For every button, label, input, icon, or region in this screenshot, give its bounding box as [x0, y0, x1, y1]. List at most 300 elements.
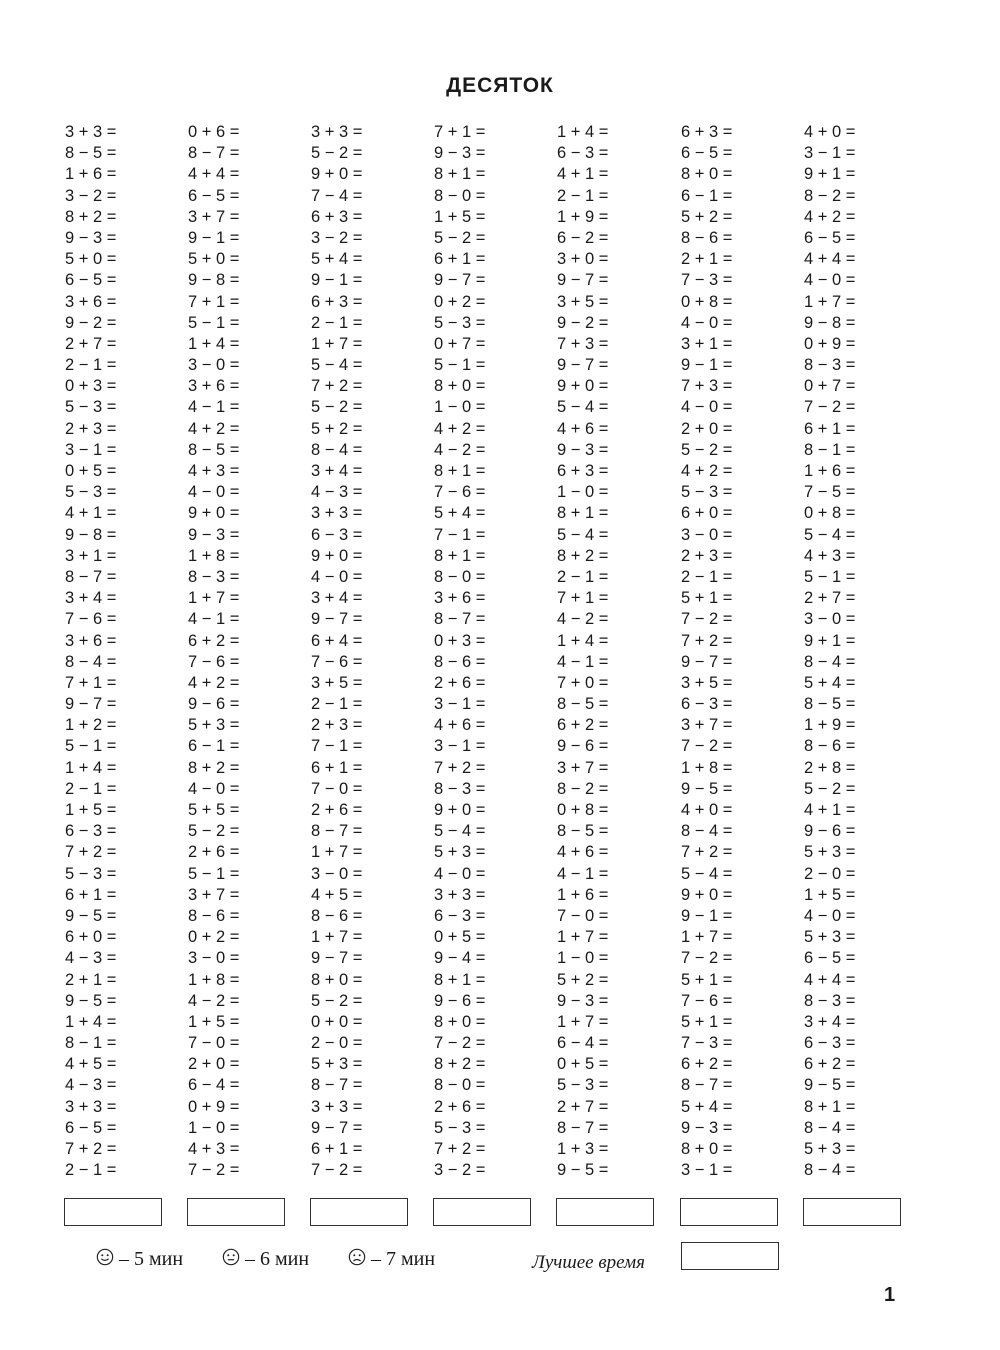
exercise: 8 − 7 = — [311, 822, 363, 841]
exercise: 3 + 4 = — [311, 589, 363, 608]
exercise: 1 + 4 = — [188, 334, 240, 353]
exercise: 5 + 4 = — [434, 504, 486, 523]
exercise: 6 − 5 = — [804, 228, 856, 247]
exercise: 0 + 2 = — [188, 928, 240, 947]
exercise: 5 + 0 = — [188, 250, 240, 269]
exercise: 4 + 3 = — [804, 546, 856, 565]
time-box[interactable] — [556, 1198, 654, 1226]
exercise: 5 − 4 = — [681, 864, 733, 883]
exercise: 9 − 6 = — [188, 695, 240, 714]
best-time-box[interactable] — [681, 1242, 779, 1270]
exercise: 1 + 5 = — [188, 1012, 240, 1031]
exercise: 3 + 4 = — [311, 462, 363, 480]
exercise: 7 + 2 = — [65, 843, 117, 862]
exercise: 5 + 4 = — [681, 1097, 733, 1116]
exercise: 9 − 7 = — [434, 271, 486, 290]
exercise: 7 − 2 = — [434, 1034, 486, 1053]
exercise: 3 − 1 = — [681, 1161, 733, 1180]
exercise: 7 − 6 = — [311, 652, 363, 671]
exercise: 7 − 2 = — [681, 737, 733, 756]
exercise: 8 − 7 = — [311, 1076, 363, 1095]
exercise: 3 + 3 = — [311, 123, 363, 141]
exercise: 8 + 0 = — [434, 377, 486, 396]
exercise: 9 − 5 = — [681, 779, 733, 798]
exercise: 9 − 8 = — [65, 525, 117, 544]
exercise: 4 − 1 = — [557, 652, 609, 671]
exercise: 4 + 0 = — [681, 801, 733, 819]
exercise: 6 + 2 = — [557, 716, 609, 735]
exercise: 8 − 3 = — [804, 356, 856, 375]
exercise: 5 − 3 = — [681, 483, 733, 502]
exercise: 7 + 3 = — [557, 334, 609, 353]
legend-item-5-min — [96, 1248, 183, 1271]
exercise: 0 + 9 = — [188, 1097, 240, 1116]
exercise: 5 + 2 = — [681, 207, 733, 226]
exercise: 0 + 7 = — [434, 334, 486, 353]
exercise: 9 − 2 = — [65, 313, 117, 332]
exercise: 5 − 4 = — [311, 356, 363, 375]
exercise: 6 + 3 = — [681, 123, 733, 141]
time-box[interactable] — [310, 1198, 408, 1226]
exercise: 8 − 7 = — [65, 567, 117, 586]
exercise: 8 + 1 = — [557, 504, 609, 523]
best-time-label: Лучшее время — [532, 1252, 645, 1273]
exercise: 1 + 7 = — [311, 843, 363, 862]
exercise: 8 + 2 = — [65, 207, 117, 226]
exercise: 8 − 2 = — [804, 186, 856, 205]
exercise: 5 − 1 = — [804, 567, 856, 586]
exercise: 5 − 2 = — [311, 991, 363, 1010]
exercise: 8 − 7 = — [434, 610, 486, 629]
exercise: 5 + 5 = — [188, 801, 240, 819]
exercise: 6 + 4 = — [311, 631, 363, 650]
exercise: 5 − 2 = — [311, 144, 363, 163]
exercise: 4 − 1 = — [188, 398, 240, 417]
exercise: 9 + 0 = — [311, 165, 363, 184]
exercise: 2 − 1 = — [65, 356, 117, 375]
exercise: 0 + 8 = — [681, 292, 733, 311]
exercise-column — [65, 122, 185, 1181]
exercise: 2 + 6 = — [188, 843, 240, 862]
exercise: 8 − 3 = — [434, 779, 486, 798]
exercise: 2 − 1 = — [557, 186, 609, 205]
exercise: 6 − 3 = — [434, 906, 486, 925]
exercise: 9 − 8 = — [804, 313, 856, 332]
exercise: 7 − 2 = — [804, 398, 856, 417]
exercise: 9 + 0 = — [188, 504, 240, 523]
exercise: 3 + 1 = — [681, 334, 733, 353]
exercise: 3 + 5 = — [681, 673, 733, 692]
exercise: 8 − 5 = — [557, 822, 609, 841]
exercise: 1 + 5 = — [65, 801, 117, 819]
exercise: 3 + 6 = — [65, 292, 117, 311]
exercise: 8 + 0 = — [681, 1140, 733, 1158]
time-box[interactable] — [64, 1198, 162, 1226]
exercise-column — [434, 122, 554, 1181]
exercise: 3 + 7 = — [188, 207, 240, 226]
exercise: 2 + 3 = — [65, 419, 117, 438]
exercise: 4 + 2 = — [804, 207, 856, 226]
exercise: 7 − 2 = — [681, 949, 733, 968]
exercise: 5 − 2 = — [804, 779, 856, 798]
exercise: 1 + 4 = — [557, 123, 609, 141]
page-number: 1 — [884, 1284, 896, 1306]
exercise: 3 + 5 = — [557, 292, 609, 311]
exercise: 7 + 2 = — [434, 758, 486, 777]
exercise: 5 − 4 = — [557, 525, 609, 544]
exercise: 6 + 2 = — [681, 1055, 733, 1074]
exercise: 8 − 3 = — [188, 567, 240, 586]
neutral-icon — [222, 1248, 240, 1266]
exercise: 6 − 3 = — [681, 695, 733, 714]
exercise: 4 − 0 = — [434, 864, 486, 883]
exercise: 9 + 0 = — [557, 377, 609, 396]
exercise: 0 + 5 = — [557, 1055, 609, 1074]
exercise: 6 − 3 = — [804, 1034, 856, 1053]
exercise: 9 − 6 = — [804, 822, 856, 841]
exercise: 6 − 5 = — [188, 186, 240, 205]
exercise: 3 + 5 = — [311, 673, 363, 692]
exercise: 3 + 3 = — [311, 1097, 363, 1116]
exercise: 3 − 2 = — [434, 1161, 486, 1180]
exercise: 0 + 0 = — [311, 1012, 363, 1031]
exercise: 3 + 7 = — [681, 716, 733, 735]
exercise: 8 + 1 = — [434, 165, 486, 184]
exercise: 6 + 1 = — [804, 419, 856, 438]
time-legend — [96, 1248, 496, 1278]
exercise: 9 − 3 = — [65, 228, 117, 247]
exercise: 7 + 2 = — [434, 1140, 486, 1158]
exercise: 2 − 1 = — [681, 567, 733, 586]
exercise: 1 + 9 = — [804, 716, 856, 735]
exercise: 2 + 8 = — [804, 758, 856, 777]
exercise: 5 + 2 = — [557, 970, 609, 989]
exercise: 6 + 2 = — [188, 631, 240, 650]
exercise: 3 − 1 = — [65, 440, 117, 459]
exercise: 7 + 0 = — [557, 673, 609, 692]
exercise: 2 + 6 = — [434, 673, 486, 692]
exercise: 8 − 7 = — [188, 144, 240, 163]
exercise: 6 − 5 = — [65, 271, 117, 290]
exercise: 1 + 7 = — [681, 928, 733, 947]
exercise: 3 + 3 = — [65, 123, 117, 141]
exercise: 9 − 1 = — [681, 906, 733, 925]
exercise: 1 + 7 = — [804, 292, 856, 311]
exercise: 2 + 0 = — [681, 419, 733, 438]
exercise: 6 − 3 = — [311, 525, 363, 544]
exercise: 5 + 3 = — [804, 843, 856, 862]
exercise: 4 − 1 = — [557, 864, 609, 883]
exercise: 9 − 7 = — [557, 356, 609, 375]
exercise: 1 + 7 = — [557, 928, 609, 947]
exercise: 8 − 4 = — [311, 440, 363, 459]
exercise: 8 − 0 = — [434, 567, 486, 586]
exercise: 7 + 1 = — [557, 589, 609, 608]
exercise: 6 − 2 = — [557, 228, 609, 247]
exercise: 4 + 5 = — [65, 1055, 117, 1074]
exercise: 0 + 6 = — [188, 123, 240, 141]
exercise: 7 − 1 = — [311, 737, 363, 756]
exercise: 8 + 2 = — [188, 758, 240, 777]
exercise: 6 + 3 = — [311, 292, 363, 311]
exercise: 0 + 3 = — [65, 377, 117, 396]
exercise: 1 + 6 = — [557, 885, 609, 904]
exercise: 4 − 0 = — [311, 567, 363, 586]
exercise: 1 + 4 = — [65, 758, 117, 777]
exercise: 4 + 4 = — [188, 165, 240, 184]
exercise: 9 − 7 = — [557, 271, 609, 290]
exercise: 8 − 4 = — [804, 652, 856, 671]
exercise: 1 − 0 = — [188, 1118, 240, 1137]
exercise: 5 + 1 = — [681, 970, 733, 989]
exercise: 4 − 3 = — [65, 949, 117, 968]
exercise: 9 − 3 = — [557, 991, 609, 1010]
exercise: 2 − 1 = — [311, 313, 363, 332]
exercise: 9 − 6 = — [557, 737, 609, 756]
exercise: 7 − 6 = — [681, 991, 733, 1010]
legend-item-6-min — [222, 1248, 309, 1271]
exercise: 9 − 7 = — [65, 695, 117, 714]
exercise-column — [557, 122, 677, 1181]
exercise: 4 + 1 = — [65, 504, 117, 523]
exercise: 0 + 5 = — [434, 928, 486, 947]
exercise: 5 + 3 = — [804, 928, 856, 947]
exercise: 4 − 0 = — [804, 271, 856, 290]
exercise: 2 − 1 = — [557, 567, 609, 586]
exercise: 7 − 0 = — [188, 1034, 240, 1053]
exercise: 4 + 1 = — [804, 801, 856, 819]
exercise: 2 − 1 = — [311, 695, 363, 714]
exercise: 7 − 5 = — [804, 483, 856, 502]
exercise: 1 + 6 = — [65, 165, 117, 184]
exercise: 1 + 3 = — [557, 1140, 609, 1158]
exercise: 2 + 1 = — [65, 970, 117, 989]
exercise: 6 + 3 = — [311, 207, 363, 226]
exercise: 4 − 0 = — [681, 313, 733, 332]
exercise: 8 − 4 = — [804, 1118, 856, 1137]
exercise: 6 − 3 = — [65, 822, 117, 841]
exercise: 9 − 3 = — [188, 525, 240, 544]
exercise: 4 + 2 = — [188, 419, 240, 438]
exercise: 3 + 1 = — [65, 546, 117, 565]
time-box[interactable] — [803, 1198, 901, 1226]
exercise: 1 + 5 = — [434, 207, 486, 226]
exercise: 9 − 5 = — [65, 906, 117, 925]
exercise: 3 − 2 = — [311, 228, 363, 247]
exercise: 5 − 4 = — [804, 525, 856, 544]
exercise: 9 − 7 = — [311, 1118, 363, 1137]
exercise: 4 + 1 = — [557, 165, 609, 184]
exercise: 4 + 3 = — [188, 462, 240, 480]
exercise: 9 − 1 = — [188, 228, 240, 247]
exercise: 7 − 6 = — [434, 483, 486, 502]
exercise: 6 − 4 = — [557, 1034, 609, 1053]
exercise: 7 − 6 = — [65, 610, 117, 629]
exercise: 8 + 0 = — [434, 1012, 486, 1031]
exercise: 2 + 0 = — [188, 1055, 240, 1074]
time-box[interactable] — [680, 1198, 778, 1226]
exercise: 6 + 0 = — [65, 928, 117, 947]
exercise: 3 − 2 = — [65, 186, 117, 205]
exercise: 8 + 2 = — [434, 1055, 486, 1074]
exercise: 7 + 1 = — [434, 123, 486, 141]
exercise: 3 − 1 = — [434, 737, 486, 756]
exercise: 4 + 2 = — [188, 673, 240, 692]
exercise: 1 + 7 = — [311, 334, 363, 353]
exercise: 0 + 8 = — [557, 801, 609, 819]
exercise: 7 − 2 = — [188, 1161, 240, 1180]
exercise: 9 − 4 = — [434, 949, 486, 968]
legend-text: – 7 мин — [366, 1248, 436, 1270]
exercise: 5 + 1 = — [681, 589, 733, 608]
exercise: 7 − 0 = — [311, 779, 363, 798]
exercise: 4 + 3 = — [188, 1140, 240, 1158]
exercise: 5 − 3 = — [65, 483, 117, 502]
exercise: 1 + 7 = — [188, 589, 240, 608]
exercise: 1 + 4 = — [65, 1012, 117, 1031]
exercise: 7 + 2 = — [681, 843, 733, 862]
exercise: 8 − 1 = — [65, 1034, 117, 1053]
exercise: 3 + 6 = — [188, 377, 240, 396]
exercise: 0 + 7 = — [804, 377, 856, 396]
exercise: 9 − 7 = — [311, 949, 363, 968]
exercise: 8 + 2 = — [557, 546, 609, 565]
exercise: 3 − 1 = — [804, 144, 856, 163]
exercise: 7 + 2 = — [311, 377, 363, 396]
exercise: 4 − 0 = — [188, 483, 240, 502]
exercise: 5 − 3 = — [434, 313, 486, 332]
exercise: 7 − 1 = — [434, 525, 486, 544]
exercise: 8 + 0 = — [311, 970, 363, 989]
exercise: 4 − 0 = — [804, 906, 856, 925]
exercise: 2 − 0 = — [804, 864, 856, 883]
exercise: 5 − 2 = — [681, 440, 733, 459]
exercise: 9 + 1 = — [804, 631, 856, 650]
exercise: 8 + 1 = — [434, 546, 486, 565]
exercise: 5 − 1 = — [65, 737, 117, 756]
exercise: 2 + 7 = — [804, 589, 856, 608]
exercise: 3 − 0 = — [804, 610, 856, 629]
exercise: 4 − 3 = — [65, 1076, 117, 1095]
exercise: 3 − 0 = — [188, 356, 240, 375]
exercise-column — [311, 122, 431, 1181]
exercise: 7 + 2 = — [65, 1140, 117, 1158]
exercise: 6 + 1 = — [65, 885, 117, 904]
exercise: 5 − 1 = — [434, 356, 486, 375]
exercise: 5 − 4 = — [434, 822, 486, 841]
exercise: 5 − 4 = — [557, 398, 609, 417]
exercise: 3 + 3 = — [434, 885, 486, 904]
exercise: 3 + 7 = — [557, 758, 609, 777]
exercise: 5 − 3 = — [65, 864, 117, 883]
exercise: 0 + 9 = — [804, 334, 856, 353]
exercise: 4 + 6 = — [557, 419, 609, 438]
legend-text: – 6 мин — [240, 1248, 310, 1270]
exercise: 4 − 2 = — [188, 991, 240, 1010]
time-box[interactable] — [187, 1198, 285, 1226]
exercise: 5 + 3 = — [188, 716, 240, 735]
exercise: 3 + 6 = — [65, 631, 117, 650]
exercise: 8 − 5 = — [188, 440, 240, 459]
exercise: 1 + 7 = — [311, 928, 363, 947]
exercise: 9 + 1 = — [804, 165, 856, 184]
exercise: 1 + 2 = — [65, 716, 117, 735]
exercise: 8 − 4 = — [65, 652, 117, 671]
exercise: 3 + 7 = — [188, 885, 240, 904]
exercise: 9 − 7 = — [311, 610, 363, 629]
exercise: 9 − 3 = — [557, 440, 609, 459]
time-box[interactable] — [433, 1198, 531, 1226]
exercise: 1 + 6 = — [804, 462, 856, 480]
exercise: 8 + 0 = — [681, 165, 733, 184]
exercise: 9 − 2 = — [557, 313, 609, 332]
exercise: 8 − 5 = — [804, 695, 856, 714]
exercise: 6 + 0 = — [681, 504, 733, 523]
exercise: 2 − 0 = — [311, 1034, 363, 1053]
exercise: 3 − 1 = — [434, 695, 486, 714]
exercise: 0 + 5 = — [65, 462, 117, 480]
exercise: 4 + 0 = — [804, 123, 856, 141]
exercise: 9 − 7 = — [681, 652, 733, 671]
exercise: 3 + 4 = — [804, 1012, 856, 1031]
exercise: 7 − 4 = — [311, 186, 363, 205]
exercise: 0 + 2 = — [434, 292, 486, 311]
exercise: 5 − 1 = — [188, 864, 240, 883]
exercise: 8 − 5 = — [557, 695, 609, 714]
exercise-column — [188, 122, 308, 1181]
exercise: 3 + 4 = — [65, 589, 117, 608]
exercise: 9 − 5 = — [804, 1076, 856, 1095]
exercise: 6 + 1 = — [434, 250, 486, 269]
exercise: 1 + 9 = — [557, 207, 609, 226]
exercise-column — [804, 122, 924, 1181]
exercise: 3 − 0 = — [188, 949, 240, 968]
exercise: 9 − 1 = — [311, 271, 363, 290]
exercise: 9 − 5 = — [65, 991, 117, 1010]
exercise: 7 − 2 = — [311, 1161, 363, 1180]
exercise: 5 + 3 = — [804, 1140, 856, 1158]
exercise: 4 + 4 = — [804, 250, 856, 269]
exercise: 6 − 5 = — [681, 144, 733, 163]
exercise: 7 − 0 = — [557, 906, 609, 925]
exercise: 9 − 1 = — [681, 356, 733, 375]
exercise: 3 − 0 = — [681, 525, 733, 544]
legend-text: – 5 мин — [114, 1248, 184, 1270]
exercise: 4 + 5 = — [311, 885, 363, 904]
exercise: 4 + 6 = — [434, 716, 486, 735]
exercise: 4 − 2 = — [557, 610, 609, 629]
exercise: 7 + 1 = — [188, 292, 240, 311]
exercise: 8 − 6 = — [311, 906, 363, 925]
exercise: 4 − 0 = — [681, 398, 733, 417]
exercise: 3 + 0 = — [557, 250, 609, 269]
exercise: 2 + 3 = — [311, 716, 363, 735]
exercise: 4 − 0 = — [188, 779, 240, 798]
exercise: 7 + 2 = — [681, 631, 733, 650]
exercise: 8 + 1 = — [434, 462, 486, 480]
exercise: 5 − 2 = — [188, 822, 240, 841]
exercise: 3 + 6 = — [434, 589, 486, 608]
exercise: 8 − 7 = — [681, 1076, 733, 1095]
exercise: 6 − 5 = — [65, 1118, 117, 1137]
exercise: 5 + 3 = — [311, 1055, 363, 1074]
page-title: ДЕСЯТОК — [446, 74, 554, 97]
exercise: 9 − 3 = — [434, 144, 486, 163]
exercise: 3 + 3 = — [65, 1097, 117, 1116]
exercise: 4 − 3 = — [311, 483, 363, 502]
exercise: 5 + 0 = — [65, 250, 117, 269]
exercise: 8 − 7 = — [557, 1118, 609, 1137]
